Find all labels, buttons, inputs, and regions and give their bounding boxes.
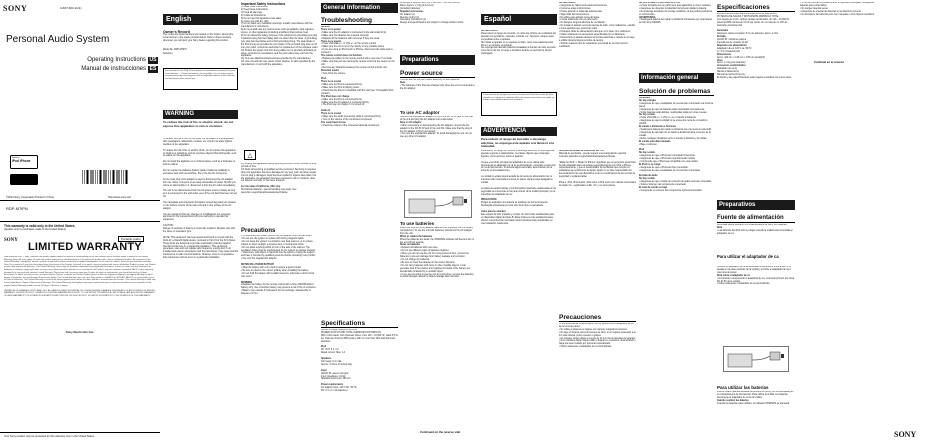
solucion-heading: Solución de problemas xyxy=(639,88,711,95)
copyright-line: ©2013 Sony Corporation Printed in China xyxy=(6,196,54,199)
baterias-heading: Para utilizar las baterías xyxy=(717,385,769,390)
preparations-panel: Dimensions: Approx. 320 mm × 145 mm × 135 mm (w/h/d) Mass: Approx. 1.3 kg (2 lb 14 oz) (Including batteries) Supplied accessories AC adaptor (1) Remote control (1) Operating Instructions (1) Design and specifications are subject to change without notice. Preparations Power source You can use the unit with mains electricity or with batteries. Note • The batteries of the iPod are charged only when the unit is connected to the AC adaptor. To use AC adaptor Connect the supplied AC adaptor firmly to the DC IN 6V jack on the rear of the unit and plug the AC adaptor into a wall outlet. Note on AC adaptor • When connecting or disconnecting the AC adaptor, connect the AC adaptor to the DC IN 6V jack of the unit first. Make sure that the plug of the AC adaptor is firmly connected. • Use only the supplied AC adaptor. To avoid damaging the unit, do not use any other AC adaptor. To use batteries Insert four size AA (LR6) alkaline batteries (not supplied) into the battery compartment. To use the unit with batteries, disconnect the AC adaptor from the unit. When to replace the batteries When the batteries are weak, the OPERATE indicator will become dim or the unit will not operate. Notes on batteries • Replace all batteries with new ones. • Do not use different types of batteries together. • When you do not use the unit for a long period of time, remove the batteries to prevent damage from battery leakage and corrosion. • Do not charge dry batteries. • Be sure to insert the batteries in the correct direction. • Do not carry batteries with coins or other metallic objects. It can generate heat if the positive and negative terminals of the battery are accidentally contacted by a metallic object. • If you are not going to use the unit for a long time, remove the batteries to avoid damage caused by battery leakage and corrosion. Continued on the reverse side xyxy=(400,2,475,434)
sony-logo-warranty: SONY xyxy=(4,238,18,243)
spanish-general-panel: NOTAS SOBRE LA BATERÍA DE LITIO • Limpie la batería con un paño seco para garantizar un buen contacto. • Asegúrese de observar la polaridad correcta al instalar la batería. • No sostenga la batería con pinzas metálicas, ya que podría producirse un cortocircuito. ADVERTENCIA • Sustituya la batería del mando a distancia únicamente por una batería de litio Sony CR2025. Información general Solución de problemas Generales No hay energía. • Asegúrese de que el adaptador de ca esté bien conectado a la toma de pared. • Asegúrese de que las baterías estén insertadas correctamente. • Si las baterías están débiles, sustitúyalas todas por otras nuevas. No hay sonido. • Pulse VOLUME +/– o VOL+/– en el mando a distancia. • Asegúrese de que la unidad no se encuentre cerca de un teléfono portátil. El mando a distancia no funciona. • Sustituya la batería del mando a distancia por una nueva si está débil. • Asegúrese de apuntar con el mando a distancia hacia el sensor de la unidad. • Retire cualquier obstáculo entre el mando a distancia y la unidad. El sonido está distorsionado. • Baje el volumen. iPod No hay sonido. • Asegúrese de que el iPod esté conectado firmemente. • Asegúrese de que el iPod esté reproduciendo música. • Compruebe que el iPod sea compatible con esta unidad. El iPod no se carga. • Asegúrese de que el iPod esté bien conectado. • Asegúrese de que el adaptador de ca esté bien conectado. Entrada de audio No hay sonido. • Asegúrese de que el cable de conexión de audio esté bien conectado. • Suba el volumen del componente conectado. El nivel de sonido es bajo. • Compruebe el volumen del componente opcional conectado. xyxy=(639,2,714,192)
warning-heading: WARNING xyxy=(163,110,238,119)
lang-tag-us: US xyxy=(149,57,157,63)
product-title: Personal Audio System xyxy=(6,34,110,45)
warranty-sony-addr: Sony Electronics Inc. xyxy=(65,330,95,334)
manual-instrucciones: Manual de instrucciones xyxy=(81,66,146,72)
spanish-cont-panel: • Si no va a utilizar la unidad durante un período prolongado, extraiga las baterías para evitar daños. • No cargue baterías secas. • Asegúrese de insertar las baterías en la dirección correcta. • No transporte las baterías junto con monedas u otros objetos metálicos. Continúa en el reverso xyxy=(800,2,875,64)
warranty-type: Portable Audio xyxy=(118,236,144,242)
made-for-ipod-badge: Made for iPod iPhone xyxy=(10,155,38,169)
preparations-heading: Preparations xyxy=(400,55,475,65)
continua-note-es: Continúa en el reverso xyxy=(814,60,845,64)
sony-logo: SONY xyxy=(3,4,28,13)
safety-panel: Important Safety Instructions 1) Read these instructions. 2) Keep these instructions. 3) Heed all warnings. 4) Follow all instructions. 5) Do not use this apparatus near water. 6) Clean only with dry cloth. 7) Do not block any ventilation openings. Install in accordance with the manufacturer's instructions. 8) Do not install near any heat sources such as radiators, heat registers, stoves, or other apparatus (including amplifiers) that produce heat. 9) Do not defeat the safety purpose of the polarized or grounding-type plug. A polarized plug has two blades with one wider than the other. A grounding type plug has two blades and a third grounding prong. The wide blade or the third prong are provided for your safety. If the provided plug does not fit into your outlet, consult an electrician for replacement of the obsolete outlet. 10) Protect the power cord from being walked on or pinched particularly at plugs, convenience receptacles, and the point where they exit from the apparatus. 11) Only use attachments/accessories specified by the manufacturer. 12) Use only with the cart, stand, tripod, bracket, or table specified by the manufacturer, or sold with the apparatus. △ 13) Unplug this apparatus during lightning storms or when unused for long periods of time. 14) Refer all servicing to qualified service personnel. Servicing is required when the apparatus has been damaged in any way, such as power-supply cord or plug is damaged, liquid has been spilled or objects have fallen into the apparatus, the apparatus has been exposed to rain or moisture, does not operate normally, or has been dropped. For the state of California, USA only Perchlorate Material - special handling may apply. See www.dtsc.ca.gov/hazardouswaste/perchlorate Precautions • To disconnect AC power, pull out the AC adaptor from the wall outlet. • Do not use the system in a place with strong magnetic fields. • Do not leave the system in a location near heat sources, or in a place subject to direct sunlight, excessive dust or mechanical shock. • Do not place anything within 10 mm of the side of the cabinet. The ventilation holes must be unobstructed for the system to operate properly. • Should any solid object or liquid fall into the system, unplug the system and have it checked by qualified personnel before operating it any further. • Use only the supplied AC adaptor. NOTES ON LITHIUM BATTERY • Wipe the battery with a dry cloth to assure a good contact. • Be sure to observe the correct polarity when installing the battery. • Do not hold the battery with metallic tweezers, otherwise a short-circuit may occur. WARNING • Replace the battery for the remote control with a Sony CR2025 lithium battery only. Use of another battery may present a risk of fire or explosion. • Battery may explode if mistreated. Do not recharge, disassemble or dispose of in fire. xyxy=(241,2,318,296)
batteries-heading: To use batteries xyxy=(400,221,435,226)
english-intro-panel: English Owner's Record The model and serial numbers are located on the bottom. Record the serial number in the space provided below. Refer to these numbers whenever you call upon your Sony dealer regarding this product. Model No. RDP-M7iPN Serial No. For customers in the USA. Please dispose of used batteries properly. Recycling Li-ion batteries — Lithium-Ion batteries are recyclable. You can help preserve our environment by returning your used rechargeable batteries to the collection and recycling location nearest you. WARNING To reduce the risk of fire or electric shock, do not expose this apparatus to rain or moisture. To reduce the risk of fire, do not cover the ventilation of the apparatus with newspapers, tablecloths, curtains, etc. And do not place lighted candles on the apparatus. To reduce the risk of fire or electric shock, do not expose this apparatus to dripping or splashing, and do not place objects filled with liquids, such as vases, on the apparatus. Do not install the appliance in a confined space, such as a bookcase or built-in cabinet. Do not expose the batteries (battery pack or batteries installed) to excessive heat such as sunshine, fire or the like for a long time. As the main plug of AC adaptor is used to disconnect the AC adaptor from the mains, connect it to an easily accessible AC outlet. Should you notice an abnormality in it, disconnect it from the AC outlet immediately. The unit is not disconnected from the AC power source (mains) as long as it is connected to the wall outlet, even if the unit itself has been turned off. The nameplate and important information concerning safety are located on the bottom exterior of the main unit and on the surface of the AC adaptor. You are cautioned that any changes or modifications not expressly approved in this manual could void your authority to operate this equipment. CAUTION Danger of explosion if battery is incorrectly replaced. Replace only with the same or equivalent type. NOTE: This equipment has been tested and found to comply with the limits for a Class B digital device, pursuant to Part 15 of the FCC Rules. These limits are designed to provide reasonable protection against harmful interference in a residential installation. This equipment generates, uses and can radiate radio frequency energy and, if not installed and used in accordance with the instructions, may cause harmful interference to radio communications. However, there is no guarantee that interference will not occur in a particular installation. xyxy=(163,16,238,260)
power-source-heading: Power source xyxy=(400,70,443,77)
english-label: English xyxy=(163,14,238,25)
sony-url: http://www.sony.net/ xyxy=(108,196,132,199)
app-store-label: App Store xyxy=(12,185,27,207)
cart-warning-icon: △ xyxy=(244,150,256,160)
espanol-label: Español xyxy=(481,14,557,25)
back-cover-panel xyxy=(880,0,950,447)
ac-adaptor-illustration xyxy=(404,190,472,218)
limited-warranty-title: LIMITED WARRANTY xyxy=(28,241,142,253)
recycle-box: For customers in the USA. Please dispose of used batteries properly. Recycling Li-ion batteries — Lithium-Ion batteries are recyclable. You can help preserve our environment by returning your used rechargeable batteries to the collection and recycling location nearest you. xyxy=(163,68,238,90)
cover-panel: 4-667-603-11(1) SONY Personal Audio System Operating Instructions Manual de instrucciones US ES Made for iPod iPhone ● App Store ©2013 Sony Corporation Printed in China http://www.sony.net/ RDP-M7iPN This warranty is valid only in the United States. (Applies only to purchases made in the United States) Portable Audio SONY LIMITED WARRANTY Sony Electronics Inc. ("Sony") warrants this product against defects in material or workmanship for the time periods and as set forth below. Pursuant to this Limited Warranty, Sony will, at its option, (i) repair the product using new or refurbished parts or (ii) replace the product with a new or refurbished product. For purposes of this Limited Warranty, "refurbished" means a product or part that has been returned to its original specifications. In the event of a defect, these are your exclusive remedies. Term: For a period of 1 year from the original date of purchase of the Product, Sony will, at its option, repair or replace with new or refurbished Product or parts, any Product or parts determined to be defective. This Limited Warranty covers only the hardware components packaged with the Product. It does not cover technical assistance for hardware or software usage and it does not cover any software products whether or not contained in the Product; any such software is provided "AS IS" unless expressly provided for in any enclosed software Limited Warranty. Please note that if you must send your Product for repair or replacement, you should first back up all data. Instructions: To obtain warranty service, you must take the Product, or deliver the Product freight prepaid, in either its original packaging or packaging affording an equal degree of protection, to any authorized Sony service facility. This Limited Warranty does not cover Sony products sold AS IS or WITH ALL FAULTS, or consumables (such as fuses or batteries). This Limited Warranty is invalid if the factory-applied serial number has been altered or removed from the Product. This Limited Warranty is valid only in the United States. Repair / Replacement Warranty: This Limited Warranty shall apply to any repair, replacement part or replacement product for the remainder of the original Limited Warranty period or ninety (90) days, whichever is longer. LIMITATION ON DAMAGES: SONY SHALL NOT BE LIABLE FOR ANY INCIDENTAL OR CONSEQUENTIAL DAMAGES FOR BREACH OF ANY EXPRESS OR IMPLIED WARRANTY ON THIS PRODUCT. DURATION OF IMPLIED WARRANTIES: EXCEPT TO THE EXTENT PROHIBITED BY APPLICABLE LAW, ANY IMPLIED WARRANTY OF MERCHANTABILITY OR FITNESS FOR A PARTICULAR PURPOSE ON THIS PRODUCT IS LIMITED IN DURATION TO THE DURATION OF THIS WARRANTY. Sony Electronics Inc. Your Sony product may be protected for this warranty only in the United States xyxy=(0,0,160,447)
spanish-safety-panel: ADVERTENCIA • Asegúrese de haber leído estas instrucciones. • Conserve estas instrucciones. • Preste atención a todas las advertencias. • Siga todas las instrucciones. • No utilice este aparato cerca del agua. • Limpie solamente con un paño seco. • No bloquee ninguna abertura de ventilación. • No instale el aparato cerca de fuentes de calor, como radiadores, estufas u otros aparatos que produzcan calor. • Proteja el cable de alimentación para que no lo pisen ni lo pellizquen. • Utilice solamente los accesorios especificados por el fabricante. • Desenchufe el aparato durante tormentas eléctricas o cuando no lo vaya a utilizar durante largos períodos de tiempo. • Solicite cualquier tipo de reparación a personal de servicio técnico cualificado. Solo para el estado de California, EE. UU. Material de perclorato - puede requerir una manipulación especial. Consulte www.dtsc.ca.gov/hazardouswaste/perchlorate "Made for iPod" y "Made for iPhone" significan que un accesorio electrónico ha sido diseñado para conectarse específicamente a un iPod o iPhone, respectivamente, y que el desarrollador ha certificado que cumple los estándares de rendimiento de Apple. Apple no se hace responsable del funcionamiento de este dispositivo ni de su cumplimiento de las normas de seguridad y reglamentarias. iPhone, iPod, iPod classic, iPod nano e iPod touch son marcas comerciales de Apple Inc., registradas en EE. UU. y en otros países. Precauciones • Para desconectar la alimentación de ca, desenchufe el adaptador de ca de la toma de pared. • No utilice el sistema en lugares con campos magnéticos intensos. • No deje el sistema cerca de fuentes de calor, ni en lugares expuestos a la luz solar directa, polvo excesivo o golpes. • No coloque ningún objeto a menos de 10 mm de los laterales del aparato. • Si se introduce algún objeto sólido o líquido en el sistema, desenchúfelo y haga que sea revisado por personal especializado. • Utilice solamente el adaptador de ca suministrado. xyxy=(559,2,636,349)
info-general-heading: Información general xyxy=(639,73,714,83)
precauciones-heading: Precauciones xyxy=(559,314,602,321)
warranty-intro-2: (Applies only to purchases made in the United States) xyxy=(4,228,66,231)
warranty-footer: Your Sony product may be protected for this warranty only in the United States xyxy=(4,435,95,438)
spanish-intro-panel: Español ADVERTENCIA Para reducir el riesgo de incendio, no cubra los orificios de ventilación del aparato con periódicos, manteles, cortinas, etc. Tampoco coloque velas encendidas sobre el aparato. No instale el aparato en un espacio cerrado, como una estantería para libros o un armario empotrado. No exponga las baterías (baterías instaladas) a fuentes de calor excesivo como la luz del sol, el fuego o similares durante un período de tiempo prolongado. Tratamiento de los equipos eléctricos y electrónicos al final de su vida útil. Este símbolo en el equipo o el embalaje indica que el presente producto no puede ser tratado como residuos domésticos normales. ADVERTENCIA Para reducir el riesgo de incendio o descarga eléctrica, no exponga este aparato a la lluvia ni a la humedad. Para reducir el riesgo de incendio o descarga eléctrica, no exponga este aparato a goteos o salpicaduras, ni coloque objetos que contengan líquidos, como jarrones, sobre el aparato. Ya que el enchufe principal del adaptador de ca se utiliza para desconectar el adaptador de ca de la alimentación, conéctelo a una toma de ca de fácil acceso. Si detecta alguna anomalía, desconéctelo de la toma de ca inmediatamente. La unidad no estará desconectada de la fuente de alimentación de ca mientras esté conectada a la toma de pared, aunque haya apagado la unidad. La placa de características y la información importante relacionada con la seguridad se encuentran en la parte inferior de la unidad principal y en la superficie del adaptador de ca. PRECAUCIÓN Peligro de explosión si la batería se sustituye de forma incorrecta. Sustitúyala únicamente por otra del mismo tipo o equivalente. Aviso para los clientes Este equipo ha sido probado y cumple con los límites establecidos para un dispositivo digital de Clase B. Estos límites se han establecido para ofrecer una protección razonable contra interferencias perjudiciales en una instalación residencial. xyxy=(481,16,556,225)
model-code: 4-667-603-11(1) xyxy=(60,6,82,10)
model-number: RDP-M7iPN xyxy=(6,206,28,211)
owners-record-heading: Owner's Record xyxy=(163,30,190,34)
general-info-heading: General Information xyxy=(321,3,398,13)
troubleshooting-heading: Troubleshooting xyxy=(321,17,372,24)
barcode xyxy=(82,170,128,184)
apple-icon: ● xyxy=(12,184,16,190)
warranty-intro: This warranty is valid only in the United States. xyxy=(4,224,76,228)
advertencia-heading: ADVERTENCIA xyxy=(481,127,557,136)
ipod-iphone-label: iPod iPhone xyxy=(12,159,31,163)
model-no-line: Model No. RDP-M7iPN xyxy=(163,49,187,51)
specifications-heading-en: Specifications xyxy=(321,320,366,327)
safety-heading: Important Safety Instructions xyxy=(241,2,286,6)
precautions-heading-en: Precautions xyxy=(241,228,276,234)
serial-no-line: Serial No. xyxy=(163,53,174,55)
lang-tag-es: ES xyxy=(149,66,157,72)
adaptador-heading: Para utilizar el adaptador de ca xyxy=(717,254,779,259)
ac-adaptor-heading: To use AC adaptor xyxy=(400,110,440,115)
sony-logo-back: SONY xyxy=(894,430,917,439)
general-info-panel: General Information Troubleshooting General There is no power. • Make sure the AC adaptor is connected to the wall outlet firmly. • Make sure the batteries are inserted correctly. • Replace all the batteries with new ones if they are weak. There is no sound. • Press VOLUME +/– or VOL+/– on the remote control. • Make sure the unit is not in the vicinity of any portable phone. • If you are using an iPod touch or iPhone, disconnect the cable and re-connect it. The remote control does not function. • Replace the battery in the remote control with a new one if it is weak. • Make sure that you are pointing the remote control at the sensor on the unit. • Remove any obstacles between the remote control and the unit. Distorted sound. • Turn down the volume. iPod There is no sound. • Make sure the iPod is connected firmly. • Make sure the iPod is playing music. • Check that the iPod is compatible with this unit (see "Compatible iPod models"). The iPod does not charge. • Make sure the iPod is connected firmly. • Make sure the AC adaptor is connected firmly. • The iPod may not charge if it is turned off. Audio in There is no sound. • Make sure the audio connecting cable is connected firmly. • Turn up the volume of the connected component. The sound level is low. • Check the volume of the connected optional component. Specifications AUDIO POWER SPECIFICATIONS POWER OUTPUT AND TOTAL HARMONIC DISTORTION: With 4 ohm loads, both channels driven, from 120 – 10,000 Hz; rated 3.5 W per channel minimum RMS power, with no more than 10% total harmonic distortion. iPod DC OUT: 5 V, 1 A Rated current: Max. 1 A Speakers Full range: 5 cm dia. Approx. 4 ohms (2 inches dia.) Input AUDIO IN: stereo mini jack Input impedance: 10 kΩ Standard input level: 400 mV Power requirements AC adaptor input: 120 V AC, 60 Hz DC: 6 V (4 × AA batteries) xyxy=(321,5,398,393)
continued-note-en: Continued on the reverse side xyxy=(420,430,461,434)
fuente-heading: Fuente de alimentación xyxy=(717,215,784,221)
operating-instructions: Operating Instructions xyxy=(87,57,146,63)
warning-text: To reduce the risk of fire or electric shock, do not expose this apparatus to rain or moisture. xyxy=(163,120,234,128)
preparativos-heading: Preparativos xyxy=(717,200,795,210)
spanish-specs-panel: Especificaciones ESPECIFICACIONES DE LA ALIMENTACIÓN DEL AUDIO POTENCIA DE SALIDA Y DISTORSIÓN ARMÓNICA TOTAL: Con cargas de 4 ohm, ambos canales accionados, de 120 – 10 000 Hz; potencia RMS mínima de 3,5 W por canal, con no más de un 10% de distorsión armónica total. Generales Altavoces: Gama completa: 5 cm de diámetro, aprox. 4 ohm Entrada AUDIO IN: minitoma estéreo Impedancia de entrada: 10 kΩ Requisitos de alimentación Adaptador de ca: 120 V ca, 60 Hz cc: 6 V (4 baterías AA) Dimensiones Aprox. 320 mm × 145 mm × 135 mm (an/al/prf) Peso Aprox. 1,3 kg (con baterías) Accesorios suministrados Adaptador de ca (1) Mando a distancia (1) Manual de instrucciones (1) El diseño y las especificaciones están sujetos a cambios sin previo aviso. Preparativos Fuente de alimentación La unidad puede utilizarse con la alimentación de red o con baterías. Nota • Las baterías del iPod solo se cargan cuando la unidad está conectada al adaptador de ca. Para utilizar el adaptador de ca Conecte el adaptador de ca suministrado firmemente a la toma DC IN 6V situada en la parte posterior de la unidad y enchufe el adaptador de ca a una toma de pared. Nota sobre el adaptador de ca • Al conectar o desconectar el adaptador de ca, conéctelo primero a la toma DC IN 6V de la unidad. • Utilice solamente el adaptador de ca suministrado. Para utilizar las baterías Inserte cuatro baterías alcalinas de tamaño AA (LR6) (no suministradas) en el compartimiento de las baterías. Para utilizar la unidad con baterías, desconecte el adaptador de ca de la unidad. Cuándo sustituir las baterías Cuando las baterías estén débiles, el indicador OPERATE se atenuará. xyxy=(717,4,795,405)
ac-adaptor-illustration-es xyxy=(723,346,789,372)
especificaciones-heading: Especificaciones xyxy=(717,4,770,11)
recycle-box-es: Tratamiento de los equipos eléctricos y electrónicos al final de su vida útil. Este símbolo en el equipo o el embalaje indica que el presente producto no puede ser tratado como residuos domésticos normales. xyxy=(481,92,557,116)
